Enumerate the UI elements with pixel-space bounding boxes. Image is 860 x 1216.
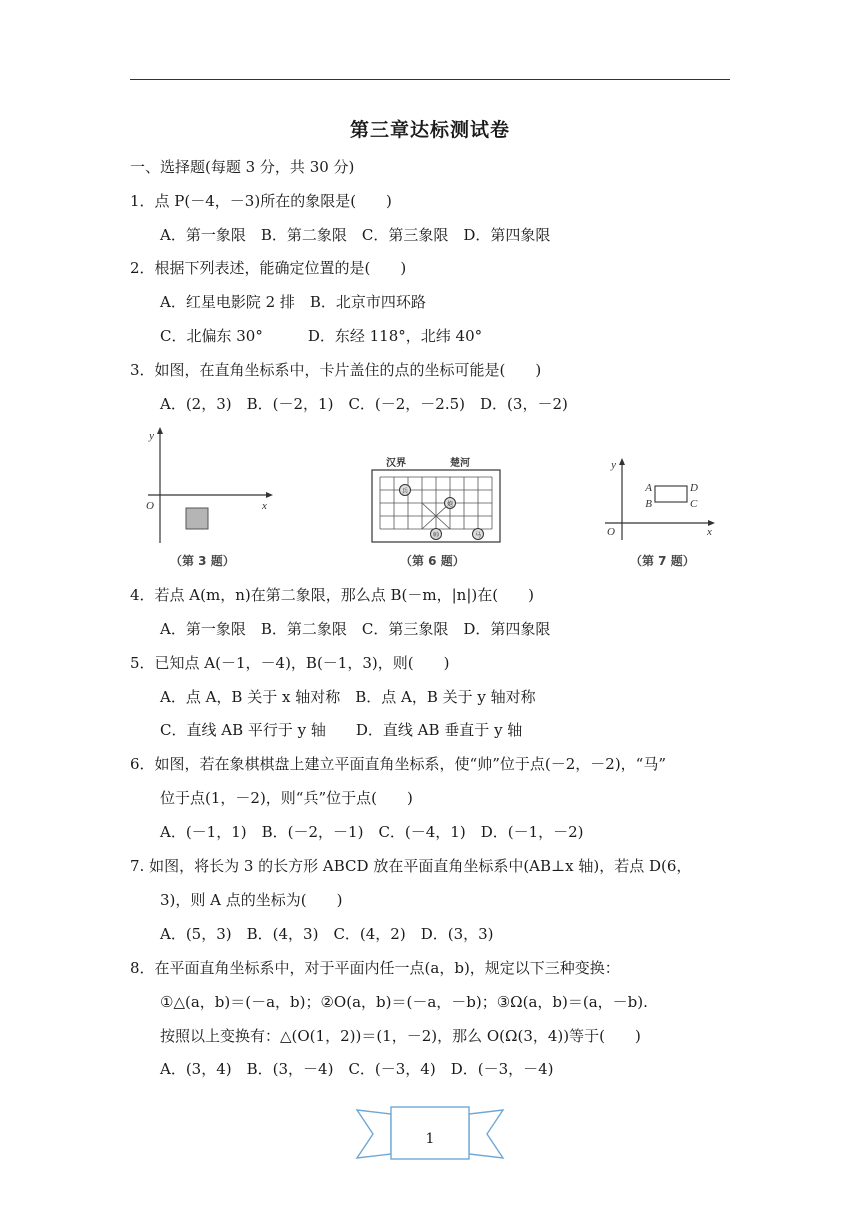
question-2-options-2: C．北偏东 30° D．东经 118°，北纬 40°	[160, 327, 483, 345]
page-number: 1	[425, 1131, 435, 1147]
question-5-options-1: A．点 A，B 关于 x 轴对称 B．点 A，B 关于 y 轴对称	[160, 688, 536, 706]
fig7-point-a: A	[645, 482, 652, 494]
question-8: 8．在平面直角坐标系中，对于平面内任一点(a，b)，规定以下三种变换：	[130, 959, 620, 977]
fig6-left-label: 汉界	[386, 458, 406, 469]
question-5: 5．已知点 A(－1，－4)，B(－1，3)，则( )	[130, 654, 450, 672]
question-1-options: A．第一象限 B．第二象限 C．第三象限 D．第四象限	[160, 226, 551, 244]
fig3-y-label: y	[149, 430, 154, 442]
figure-6-caption: （第 6 题）	[400, 554, 465, 568]
figure-6	[368, 455, 508, 545]
question-8-rules: ①△(a，b)＝(－a，b)；②O(a，b)＝(－a，－b)；③Ω(a，b)＝(a，－b).	[160, 993, 648, 1011]
fig7-rectangle	[655, 486, 687, 502]
fig6-piece-soldier-label: 兵	[401, 488, 409, 495]
fig7-origin-label: O	[607, 526, 615, 538]
question-3-options: A．(2，3) B．(－2，1) C．(－2，－2.5) D．(3，－2)	[160, 395, 568, 413]
fig7-y-label: y	[611, 459, 616, 471]
fig7-x-label: x	[707, 526, 712, 538]
figure-7	[602, 455, 722, 545]
fig7-point-c: C	[690, 498, 698, 510]
question-7-continued: 3)，则 A 点的坐标为( )	[160, 891, 343, 909]
question-6: 6．如图，若在象棋棋盘上建立平面直角坐标系，使“帅”位于点(－2，－2)，“马”	[130, 755, 667, 773]
fig3-origin-label: O	[146, 500, 154, 512]
question-6-continued: 位于点(1，－2)，则“兵”位于点( )	[160, 789, 413, 807]
fig3-card	[186, 508, 208, 529]
question-2-options-1: A．红星电影院 2 排 B．北京市四环路	[160, 293, 426, 311]
fig6-piece-horse-label: 马	[474, 532, 482, 539]
fig3-x-label: x	[262, 500, 267, 512]
question-4-options: A．第一象限 B．第二象限 C．第三象限 D．第四象限	[160, 620, 551, 638]
question-2: 2．根据下列表述，能确定位置的是( )	[130, 259, 407, 277]
figure-3	[140, 425, 290, 550]
fig6-piece-cannon-label: 炮	[446, 501, 454, 508]
question-1: 1．点 P(－4，－3)所在的象限是( )	[130, 192, 392, 210]
question-5-options-2: C．直线 AB 平行于 y 轴 D．直线 AB 垂直于 y 轴	[160, 721, 523, 739]
page-title: 第三章达标测试卷	[349, 119, 510, 141]
fig7-point-d: D	[690, 482, 698, 494]
question-4: 4．若点 A(m，n)在第二象限，那么点 B(－m，|n|)在( )	[130, 586, 534, 604]
question-8-example: 按照以上变换有：△(O(1，2))＝(1，－2)，那么 O(Ω(3，4))等于( )	[160, 1027, 641, 1045]
question-7-options: A．(5，3) B．(4，3) C．(4，2) D．(3，3)	[160, 925, 494, 943]
figure-3-caption: （第 3 题）	[170, 554, 235, 568]
header-rule	[130, 79, 730, 80]
fig6-piece-general-label: 帅	[432, 532, 440, 539]
section-heading: 一、选择题(每题 3 分，共 30 分)	[130, 158, 355, 176]
question-7: 7. 如图，将长为 3 的长方形 ABCD 放在平面直角坐标系中(AB⊥x 轴)，若点 D(6，	[130, 857, 692, 875]
figure-7-caption: （第 7 题）	[630, 554, 695, 568]
fig7-point-b: B	[645, 498, 652, 510]
question-6-options: A．(－1，1) B．(－2，－1) C．(－4，1) D．(－1，－2)	[160, 823, 584, 841]
fig6-right-label: 楚河	[450, 458, 470, 469]
question-3: 3．如图，在直角坐标系中，卡片盖住的点的坐标可能是( )	[130, 361, 542, 379]
question-8-options: A．(3，4) B．(3，－4) C．(－3，4) D．(－3，－4)	[160, 1060, 554, 1078]
